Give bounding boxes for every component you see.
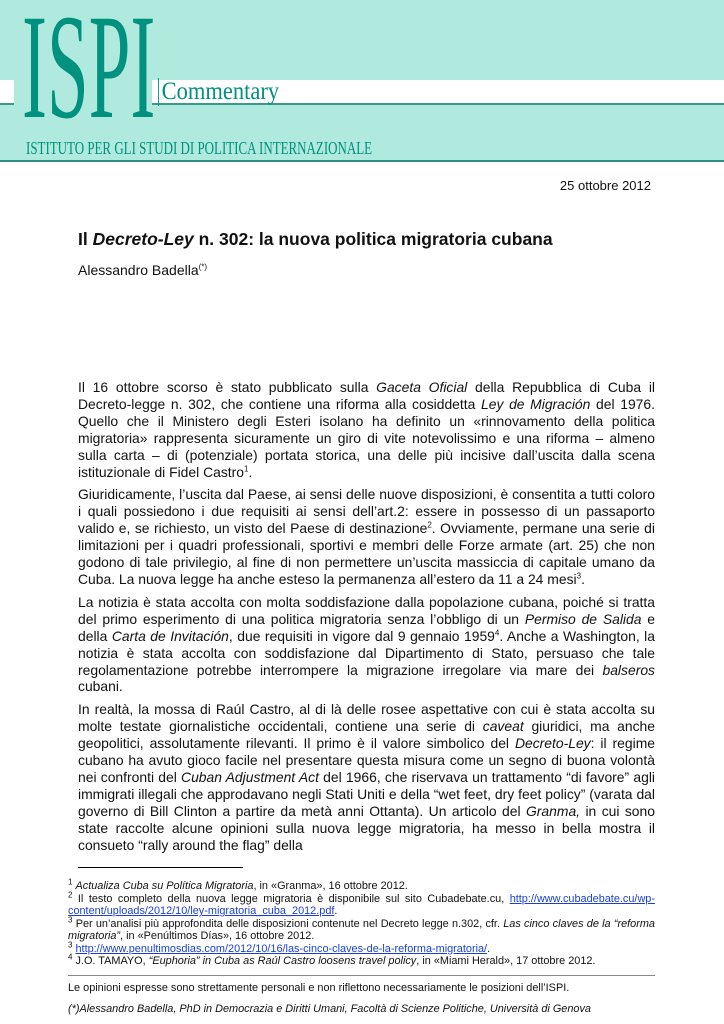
italic-text: Actualiza Cuba su Política Migratoria — [75, 880, 254, 893]
text: . Ovviamente, permane una serie di limitazioni per i quadri professionali, sportivi e membri delle Forze armate (art. 25) che non godono di tale privilegio, al fine di non permettere un’uscita massiccia di capitale umano da Cuba. La nuova legge ha anche esteso la permanenza all’estero da 11 a 24 mesi — [78, 520, 655, 587]
italic-text: Gaceta Oficial — [376, 379, 468, 395]
text: La notizia è stata accolta con molta soddisfazione dalla popolazione cubana, poiché si tratta del primo esperimento di una politica migratoria senza l’obbligo di un — [78, 593, 655, 627]
text: . — [487, 942, 491, 955]
text: In realtà, la mossa di Raúl Castro, al di là delle rosee aspettative con cui è stata accolta su molte testate giornalistiche occidentali, contiene una serie di — [78, 701, 655, 735]
text: , due requisiti in vigore dal 9 gennaio 1959 — [228, 627, 495, 644]
footer-separator — [68, 975, 655, 976]
text: in cui sono state raccolte alcune opinioni sulla nuova legge migratoria, ha messo in bella mostra il consueto “rally around the flag” della — [78, 802, 655, 853]
footnote-ref: 3 — [68, 939, 73, 949]
italic-text: Cuban Adjustment Act — [181, 768, 319, 785]
italic-text: Permiso de Salida — [524, 610, 642, 627]
paragraph — [78, 594, 655, 695]
text: , in «Penúltimos Días», 16 ottobre 2012. — [120, 930, 315, 943]
text: del 1976. Quello che il Ministero degli Esteri isolano ha definito un «rinnovamento della politica migratoria» rappresenta sicuramente un giro di vite notevolissimo e una riforma – almeno sulla carta – di (potenziale) portata storica, una delle più incisive dall’uscita dalla scena istituzionale di Fidel Castro — [78, 395, 655, 480]
text: Per un’analisi più approfondita delle disposizioni contenute nel Decreto legge n.302, cfr. — [72, 917, 504, 930]
link[interactable]: http://www.penultimosdias.com/2012/10/16/las-cinco-claves-de-la-reforma-migratoria/ — [75, 942, 488, 955]
footnote — [68, 890, 655, 918]
text: della Repubblica di Cuba il Decreto-legge n. 302, che contiene una riforma alla cosiddetta — [78, 379, 655, 412]
text: giuridici, ma anche geopolitici, assolutamente rilevanti. Il primo è il valore simbolico del — [78, 718, 656, 752]
text: . — [581, 570, 585, 587]
paragraph — [78, 379, 655, 480]
footnote-ref: 3 — [68, 915, 73, 925]
text: : il regime cubano ha avuto gioco facile nel presentare questa misura come un segno di buona volontà nei confronti del — [78, 735, 655, 785]
author — [78, 262, 207, 278]
footnote — [68, 877, 655, 893]
author-affiliation: (*)Alessandro Badella, PhD in Democrazia e Diritti Umani, Facoltà di Scienze Politiche, Università di Genova — [68, 1003, 591, 1016]
document-title — [78, 229, 553, 250]
italic-text: caveat — [482, 718, 524, 735]
footnote-ref: 1 — [244, 463, 249, 473]
text: n. 302: la nuova politica migratoria cubana — [193, 229, 553, 249]
footnote-ref: 4 — [494, 628, 500, 638]
text: e della — [78, 610, 655, 644]
text: Il testo completo della nuova legge migratoria è disponibile sul sito Cubadebate.cu, — [72, 892, 510, 905]
italic-text: Ley de Migración — [481, 395, 591, 412]
disclaimer: Le opinioni espresse sono strettamente personali e non riflettono necessariamente le posizioni dell’ISPI. — [68, 982, 570, 995]
paragraph — [78, 486, 655, 587]
italic-text: “Euphoria” in Cuba as Raúl Castro loosens travel policy — [148, 954, 417, 967]
author-mark: (*) — [198, 262, 208, 272]
text: , in «Granma», 16 ottobre 2012. — [253, 880, 408, 893]
italic-text: Carta de Invitación — [111, 627, 229, 644]
footnote-ref: 4 — [68, 952, 73, 962]
italic-text: Decreto-Ley — [92, 229, 194, 249]
institute-name: ISTITUTO PER GLI STUDI DI POLITICA INTERNAZIONALE — [26, 138, 373, 158]
text: . Anche a Washington, la notizia è stata accolta con soddisfazione dal Dipartimento di Stato, persuaso che tale regolamentazione potrebbe interrompere la migrazione irregolare via mare dei — [78, 627, 655, 678]
italic-text: Granma, — [526, 802, 581, 819]
article-body — [78, 379, 655, 853]
footnote-ref: 2 — [427, 520, 432, 530]
publication-date: 25 ottobre 2012 — [559, 178, 651, 193]
series-name: Commentary — [158, 78, 279, 106]
footnotes — [68, 877, 655, 967]
footnote — [68, 915, 655, 943]
italic-text: Las cinco claves de la “reforma migratoria” — [68, 917, 655, 943]
footnote-ref: 2 — [68, 890, 73, 900]
text: Il — [78, 229, 93, 249]
paragraph — [78, 701, 655, 853]
footnote-separator — [78, 867, 243, 868]
text: . — [334, 905, 338, 918]
text: cubani. — [78, 678, 123, 695]
footnote — [68, 952, 655, 967]
footnote — [68, 939, 655, 955]
text: Il 16 ottobre scorso è stato pubblicato sulla — [78, 379, 377, 395]
ispi-logo: ISPI — [22, 0, 156, 150]
author-name: Alessandro Badella — [78, 262, 199, 278]
italic-text: Decreto-Ley — [514, 735, 591, 752]
page-flow — [68, 379, 655, 1016]
text: . — [248, 463, 253, 480]
link[interactable]: http://www.cubadebate.cu/wp-content/uploads/2012/10/ley-migratoria_cuba_2012.pdf — [68, 892, 655, 918]
text: , in «Miami Herald», 17 ottobre 2012. — [416, 954, 596, 967]
italic-text: balseros — [602, 661, 655, 678]
text: J.O. TAMAYO, — [72, 954, 149, 967]
footnote-ref: 1 — [68, 877, 73, 887]
footnote-ref: 3 — [576, 571, 582, 581]
text: del 1966, che riservava un trattamento “di favore” agli immigrati illegali che approdavano negli Stati Uniti e della “wet feet, dry feet policy” (varata dal governo di Bill Clinton a partire da metà anni Ottanta). Un articolo del — [78, 768, 655, 819]
text: Giuridicamente, l’uscita dal Paese, ai sensi delle nuove disposizioni, è consentita a tutti coloro i quali possiedono i due requisiti ai sensi dell’art.2: essere in possesso di un passaporto valido e, se richiesto, un visto del Paese di destinazione — [78, 486, 655, 537]
